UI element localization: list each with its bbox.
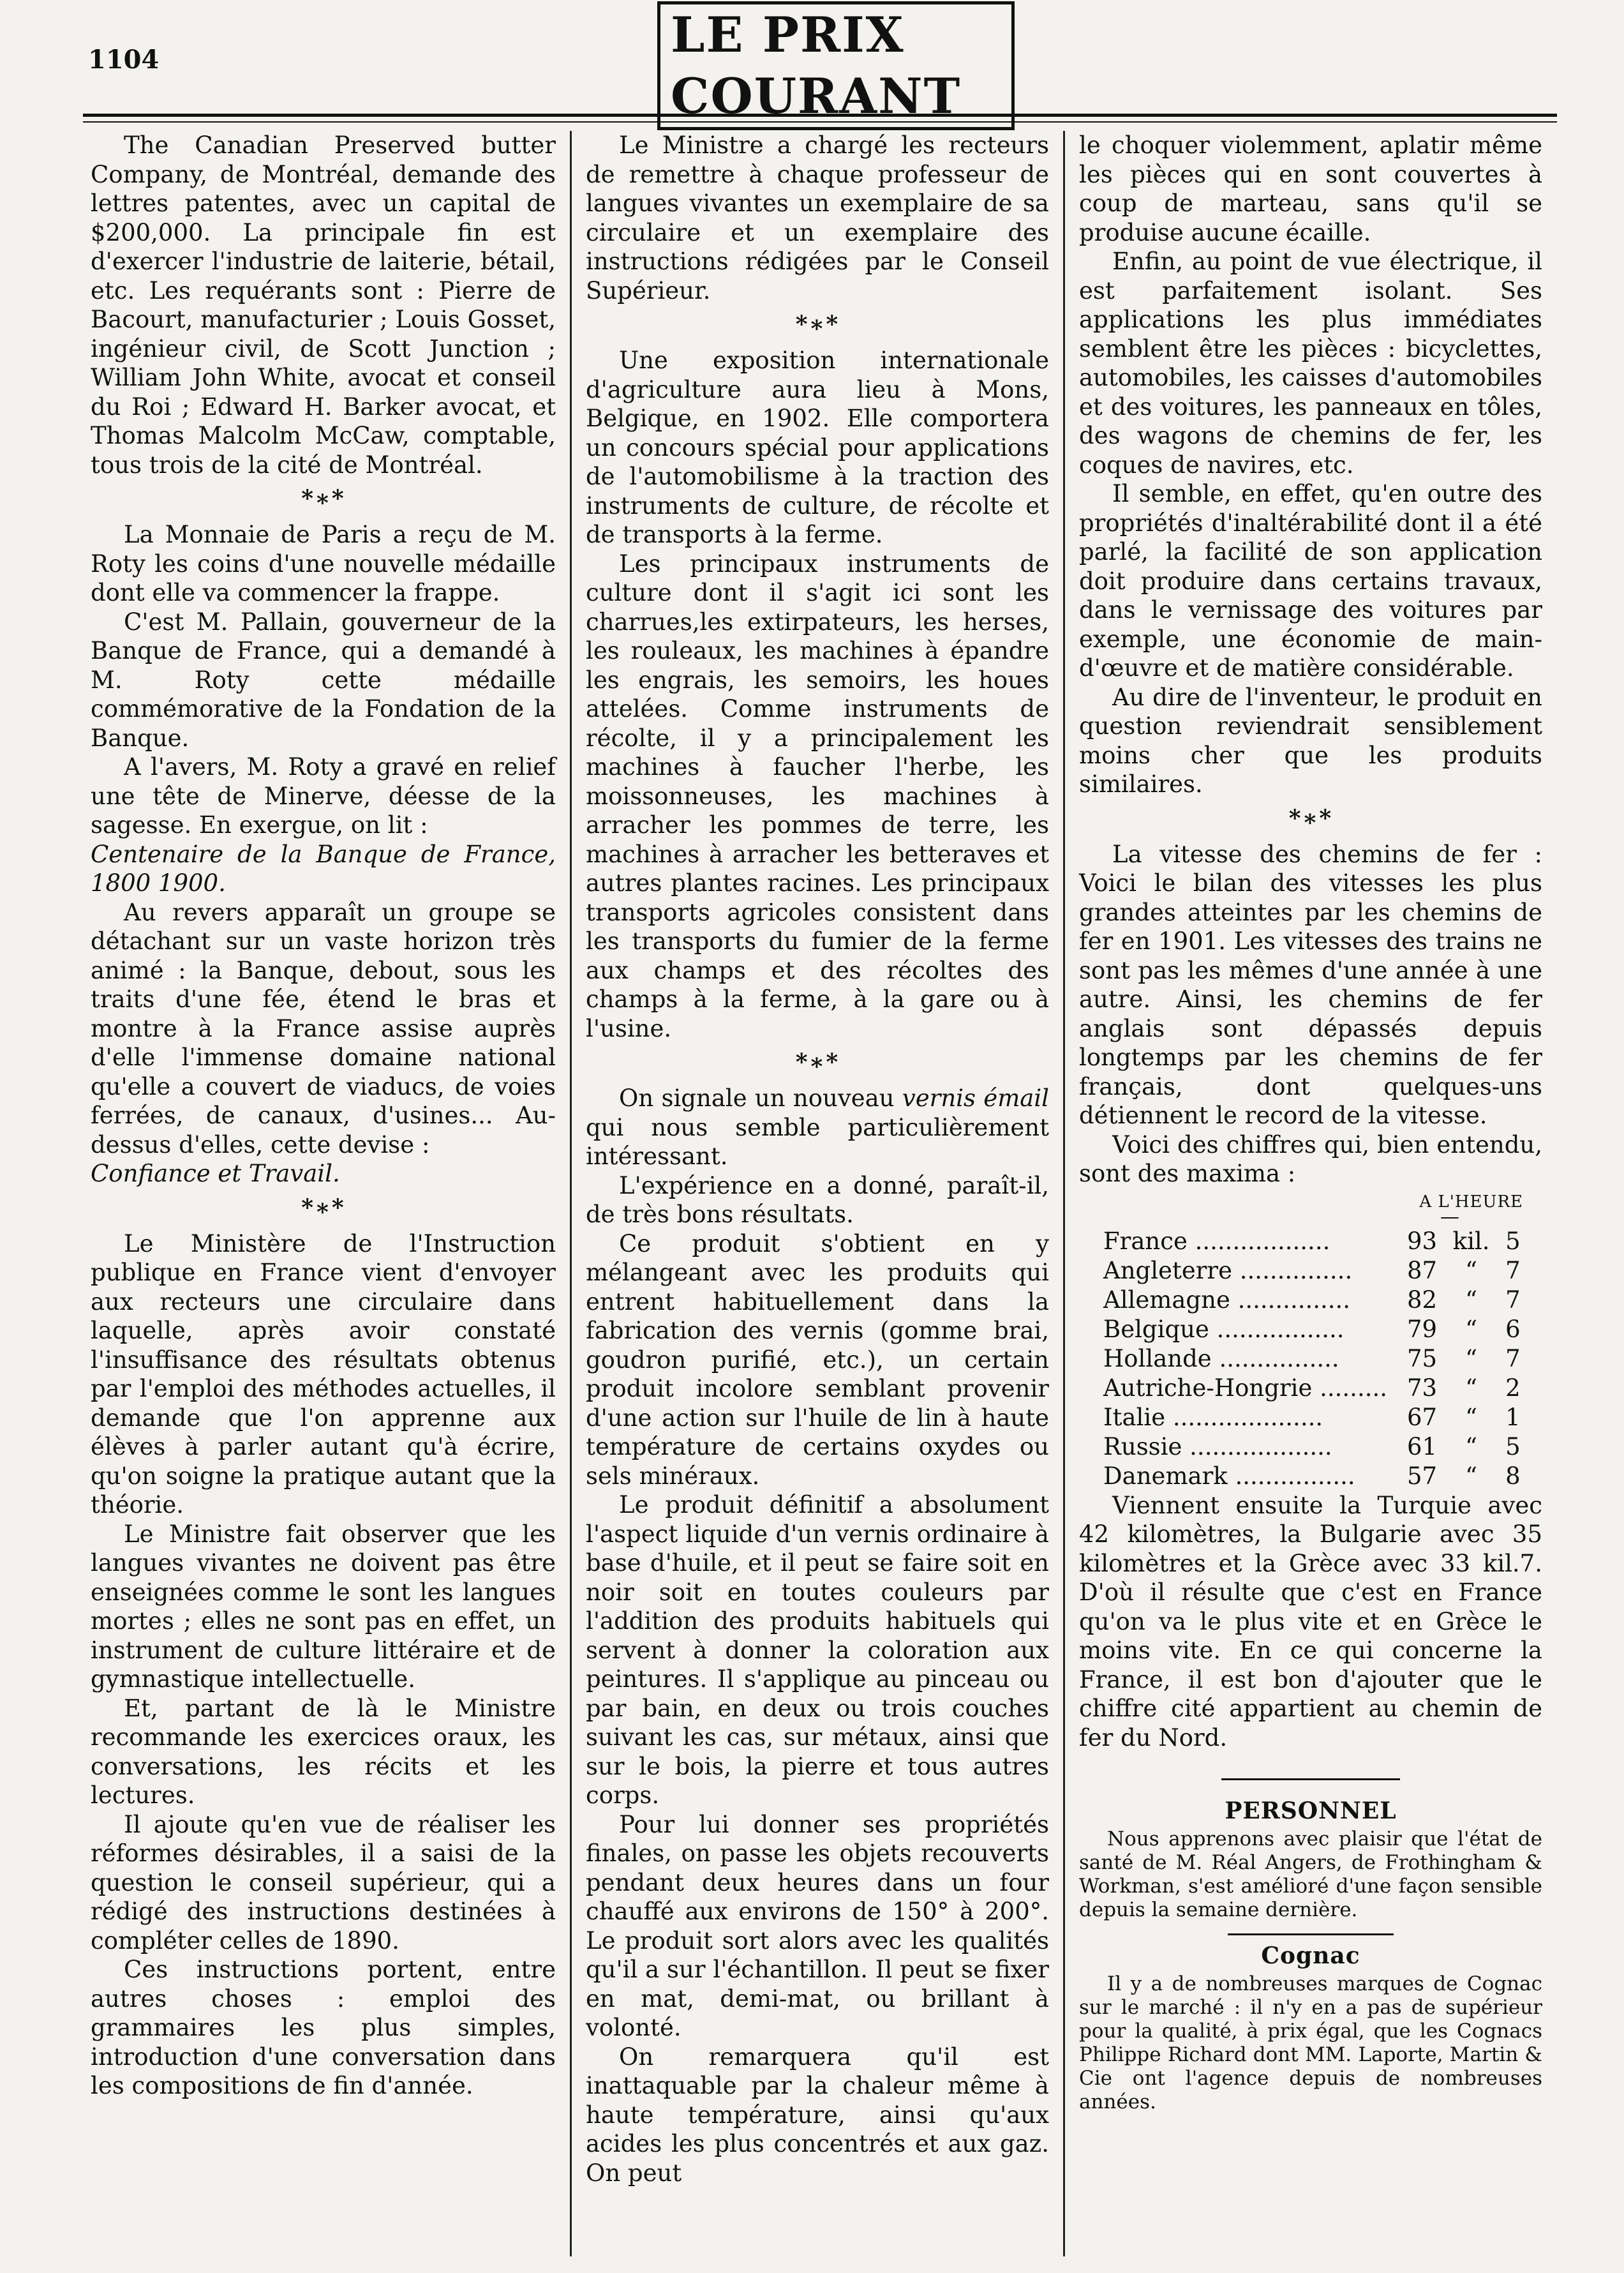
article-paragraph: Et, partant de là le Ministre recommande les exercices oraux, les conversations, les récits et les lectures. — [91, 1694, 556, 1809]
short-divider — [1228, 1933, 1394, 1935]
rate-decimal: 7 — [1505, 1256, 1521, 1284]
rate-country-name: France — [1103, 1227, 1188, 1255]
rate-leader-dots: ............... — [1237, 1286, 1351, 1314]
rate-unit: “ — [1465, 1256, 1478, 1284]
rate-country — [1079, 1374, 1387, 1403]
rate-value: 57 — [1407, 1462, 1438, 1490]
rates-row — [1079, 1432, 1542, 1462]
rate-value: 87 — [1407, 1256, 1438, 1284]
rate-unit: “ — [1465, 1286, 1478, 1314]
article-paragraph: le choquer violemment, aplatir même les pièces qui en sont couvertes à coup de marteau, sans qu'il se produise aucune écaille. — [1079, 131, 1542, 246]
rate-leader-dots: ............... — [1239, 1256, 1353, 1284]
rates-row — [1079, 1403, 1542, 1432]
rate-decimal: 7 — [1505, 1286, 1521, 1314]
article-paragraph: Le produit définitif a absolument l'aspect liquide d'un vernis ordinaire à base d'huile, et il peut se faire soit en noir soit en toutes couleurs par l'addition des produits habituels qui servent à donner la coloration aux peintures. Il s'applique au pinceau ou par bain, en deux ou trois couches suivant les cas, sur métaux, ainsi que sur le bois, la pierre et tous autres corps. — [586, 1491, 1049, 1809]
rate-leader-dots: .................... — [1172, 1403, 1323, 1431]
article-paragraph: Le Ministre fait observer que les langues vivantes ne doivent pas être enseignées comme le sont les langues mortes ; elles ne sont pas en effet, un instrument de culture littéraire et de gymnastique intellectuelle. — [91, 1520, 556, 1693]
cognac-heading: Cognac — [1261, 1942, 1360, 1969]
rate-country-name: Autriche-Hongrie — [1103, 1374, 1313, 1402]
rate-unit: “ — [1465, 1432, 1478, 1460]
rate-leader-dots: ................ — [1235, 1462, 1355, 1490]
rate-leader-dots: ................... — [1189, 1432, 1332, 1460]
masthead-logo — [657, 6, 1015, 124]
article-paragraph: Ce produit s'obtient en y mélangeant avec les produits qui entrent habituellement dans la fabrication des vernis (gomme brai, goudron purifié, etc.), un certain produit incolore semblant provenir d'une action sur l'huile de lin à haute température de certains oxydes ou sels minéraux. — [586, 1229, 1049, 1490]
rates-row — [1079, 1227, 1542, 1256]
rate-country — [1079, 1403, 1387, 1432]
rate-country-name: Belgique — [1103, 1315, 1209, 1343]
section-separator: *∗* — [301, 485, 345, 512]
rate-unit: “ — [1465, 1462, 1478, 1490]
header-rule-thin — [83, 121, 1557, 123]
rate-country-name: Russie — [1103, 1432, 1182, 1460]
article-paragraph: Au dire de l'inventeur, le produit en question reviendrait sensiblement moins cher que les produits similaires. — [1079, 683, 1542, 798]
text-run: qui nous semble particulièrement intéressant. — [586, 1113, 1049, 1170]
rate-unit: “ — [1465, 1344, 1478, 1372]
section-separator: *∗* — [795, 311, 840, 338]
rates-caption: A L'HEURE — [1419, 1192, 1523, 1212]
section-separator: *∗* — [1288, 804, 1333, 832]
article-paragraph: C'est M. Pallain, gouverneur de la Banque de France, qui a demandé à M. Roty cette médaille commémorative de la Fondation de la Banque. — [91, 608, 556, 752]
rate-value: 93 — [1407, 1227, 1438, 1255]
rate-country-name: Hollande — [1103, 1344, 1212, 1372]
rate-country-name: Allemagne — [1103, 1286, 1230, 1314]
article-paragraph: Les principaux instruments de culture dont il s'agit ici sont les charrues,les extirpateurs, les herses, les rouleaux, les machines à épandre les engrais, les semoirs, les houes attelées. Comme instruments de récolte, il y a principalement les machines à faucher l'herbe, les moissonneuses, les machines à arracher les pommes de terre, les machines à arracher les betteraves et autres plantes racines. Les principaux transports agricoles consistent dans les transports du fumier de la ferme aux champs et des récoltes des champs à la ferme, à la gare ou à l'usine. — [586, 550, 1049, 1042]
article-paragraph: On remarquera qu'il est inattaquable par la chaleur même à haute température, ainsi qu'aux acides les plus concentrés et aux gaz. On peut — [586, 2043, 1049, 2187]
masthead-title: LE PRIX COURANT — [657, 1, 1015, 130]
text-run: On signale un nouveau — [619, 1084, 895, 1112]
rate-value: 79 — [1407, 1315, 1438, 1343]
article-paragraph: Pour lui donner ses propriétés finales, on passe les objets recouverts pendant deux heures dans un four chauffé aux environs de 150° à 200°. Le produit sort alors avec les qualités qu'il a sur l'échantillon. Il peut se fixer en mat, demi-mat, ou brillant à volonté. — [586, 1810, 1049, 2041]
ornament-divider — [1079, 1769, 1542, 1788]
medal-motto: Confiance et Travail. — [91, 1160, 340, 1187]
rates-row — [1079, 1256, 1542, 1286]
rate-country-name: Italie — [1103, 1403, 1166, 1431]
article-paragraph: La vitesse des chemins de fer : Voici le bilan des vitesses les plus grandes atteintes par les chemins de fer en 1901. Les vitesses des trains ne sont pas les mêmes d'une année à une autre. Ainsi, les chemins de fer anglais sont dépassés depuis longtemps par les chemins de fer français, dont quelques-uns détiennent le record de la vitesse. — [1079, 840, 1542, 1129]
article-paragraph: La Monnaie de Paris a reçu de M. Roty les coins d'une nouvelle médaille dont elle va commencer la frappe. — [91, 521, 556, 606]
rate-decimal: 1 — [1505, 1403, 1521, 1431]
article-paragraph: Une exposition internationale d'agriculture aura lieu à Mons, Belgique, en 1902. Elle comportera un concours spécial pour applications de l'automobilisme à la traction des instruments de culture, de récolte et de transports à la ferme. — [586, 347, 1049, 548]
article-columns — [77, 131, 1557, 2256]
rate-country — [1079, 1432, 1387, 1462]
article-paragraph: Au revers apparaît un groupe se détachant sur un vaste horizon très animé : la Banque, debout, sous les traits d'une fée, étend le bras et montre à la France assise auprès d'elle l'immense domaine national qu'elle a couvert de viaducs, de voies ferrées, de canaux, d'usines... Au-dessus d'elles, cette devise : — [91, 898, 556, 1159]
column-2 — [570, 131, 1063, 2256]
rate-unit: kil. — [1452, 1227, 1490, 1255]
rates-row — [1079, 1315, 1542, 1344]
product-name: vernis émail — [902, 1084, 1050, 1112]
rates-dash: — — [1440, 1205, 1459, 1228]
rate-value: 82 — [1407, 1286, 1438, 1314]
article-paragraph: Enfin, au point de vue électrique, il est parfaitement isolant. Ses applications les plus immédiates semblent être les pièces : bicyclettes, automobiles, les caisses d'automobiles et des voitures, les panneaux en tôles, des wagons de chemins de fer, les coques de navires, etc. — [1079, 248, 1542, 479]
rate-value: 67 — [1407, 1403, 1438, 1431]
article-paragraph: A l'avers, M. Roty a gravé en relief une tête de Minerve, déesse de la sagesse. En exergue, on lit : — [91, 753, 556, 839]
article-paragraph — [586, 1084, 1049, 1171]
rate-country-name: Angleterre — [1103, 1256, 1233, 1284]
article-paragraph: Il ajoute qu'en vue de réaliser les réformes désirables, il a saisi de la question le conseil supérieur, qui a rédigé des instructions destinées à compléter celles de 1890. — [91, 1810, 556, 1954]
column-1 — [77, 131, 570, 2256]
rate-country — [1079, 1315, 1387, 1344]
column-3 — [1063, 131, 1556, 2256]
rate-value: 61 — [1407, 1432, 1438, 1460]
rates-table — [1079, 1227, 1542, 1491]
rate-decimal: 7 — [1505, 1344, 1521, 1372]
rate-decimal: 2 — [1505, 1374, 1521, 1402]
rate-country — [1079, 1462, 1387, 1491]
rate-unit: “ — [1465, 1403, 1478, 1431]
rates-row — [1079, 1344, 1542, 1374]
rates-row — [1079, 1374, 1542, 1403]
rate-country — [1079, 1286, 1387, 1315]
header-rule — [83, 114, 1557, 117]
cognac-text: Il y a de nombreuses marques de Cognac sur le marché : il n'y en a pas de supérieur pour la qualité, à prix égal, que les Cognacs Philippe Richard dont MM. Laporte, Martin & Cie ont l'agence depuis de nombreuses années. — [1079, 1972, 1542, 2113]
rate-country — [1079, 1227, 1387, 1256]
rate-value: 75 — [1407, 1344, 1438, 1372]
personnel-text: Nous apprenons avec plaisir que l'état de santé de M. Réal Angers, de Frothingham & Workman, s'est amélioré d'une façon sensible depuis la semaine dernière. — [1079, 1827, 1542, 1921]
rate-country-name: Danemark — [1103, 1462, 1228, 1490]
article-paragraph: L'expérience en a donné, paraît-il, de très bons résultats. — [586, 1171, 1049, 1228]
rates-row — [1079, 1462, 1542, 1491]
article-paragraph: Voici des chiffres qui, bien entendu, sont des maxima : — [1079, 1130, 1542, 1187]
rate-leader-dots: .................. — [1195, 1227, 1330, 1255]
rate-decimal: 6 — [1505, 1315, 1521, 1343]
personnel-heading: PERSONNEL — [1225, 1797, 1397, 1824]
rate-decimal: 5 — [1505, 1227, 1521, 1255]
medal-inscription: Centenaire de la Banque de France, 1800 1900. — [91, 840, 556, 897]
article-paragraph-italic — [91, 1159, 556, 1189]
section-separator: *∗* — [301, 1194, 345, 1221]
rate-country — [1079, 1256, 1387, 1286]
rate-decimal: 5 — [1505, 1432, 1521, 1460]
rates-row — [1079, 1286, 1542, 1315]
rate-country — [1079, 1344, 1387, 1374]
article-paragraph-italic — [91, 840, 556, 898]
rate-leader-dots: ................ — [1219, 1344, 1339, 1372]
article-paragraph: Le Ministre a chargé les recteurs de remettre à chaque professeur de langues vivantes un exemplaire de sa circulaire et un exemplaire des instructions rédigées par le Conseil Supérieur. — [586, 131, 1049, 304]
article-paragraph: Le Ministère de l'Instruction publique en France vient d'envoyer aux recteurs une circulaire dans laquelle, après avoir constaté l'insuffisance des résultats obtenus par l'emploi des méthodes actuelles, il demande que l'on apprenne aux élèves à parler autant qu'à écrire, qu'on soigne la pratique autant que la théorie. — [91, 1229, 556, 1519]
rate-leader-dots: ................. — [1216, 1315, 1345, 1343]
page-number: 1104 — [88, 45, 160, 75]
rate-value: 73 — [1407, 1374, 1438, 1402]
article-paragraph: Viennent ensuite la Turquie avec 42 kilomètres, la Bulgarie avec 35 kilomètres et la Grèce avec 33 kil.7. D'où il résulte que c'est en France qu'on va le plus vite et en Grèce le moins vite. En ce qui concerne la France, il est bon d'ajouter que le chiffre cité appartient au chemin de fer du Nord. — [1079, 1491, 1542, 1752]
rate-unit: “ — [1465, 1374, 1478, 1402]
rate-leader-dots: ......... — [1320, 1374, 1387, 1402]
article-paragraph: Ces instructions portent, entre autres choses : emploi des grammaires les plus simples, introduction d'une conversation dans les compositions de fin d'année. — [91, 1956, 556, 2099]
section-separator: *∗* — [795, 1049, 840, 1076]
rate-unit: “ — [1465, 1315, 1478, 1343]
article-paragraph: The Canadian Preserved butter Company, de Montréal, demande des lettres patentes, avec un capital de $200,000. La principale fin est d'exercer l'industrie de laiterie, bétail, etc. Les requérants sont : Pierre de Bacourt, manufacturier ; Louis Gosset, ingénieur civil, de Scott Junction ; William John White, avocat et conseil du Roi ; Edward H. Barker avocat, et Thomas Malcolm McCaw, comptable, tous trois de la cité de Montréal. — [91, 131, 556, 479]
rate-decimal: 8 — [1505, 1462, 1521, 1490]
article-paragraph: Il semble, en effet, qu'en outre des propriétés d'inaltérabilité dont il a été parlé, la facilité de son application doit produire dans certains travaux, dans le vernissage des voitures par exemple, une économie de main-d'œuvre et de matière considérable. — [1079, 480, 1542, 682]
